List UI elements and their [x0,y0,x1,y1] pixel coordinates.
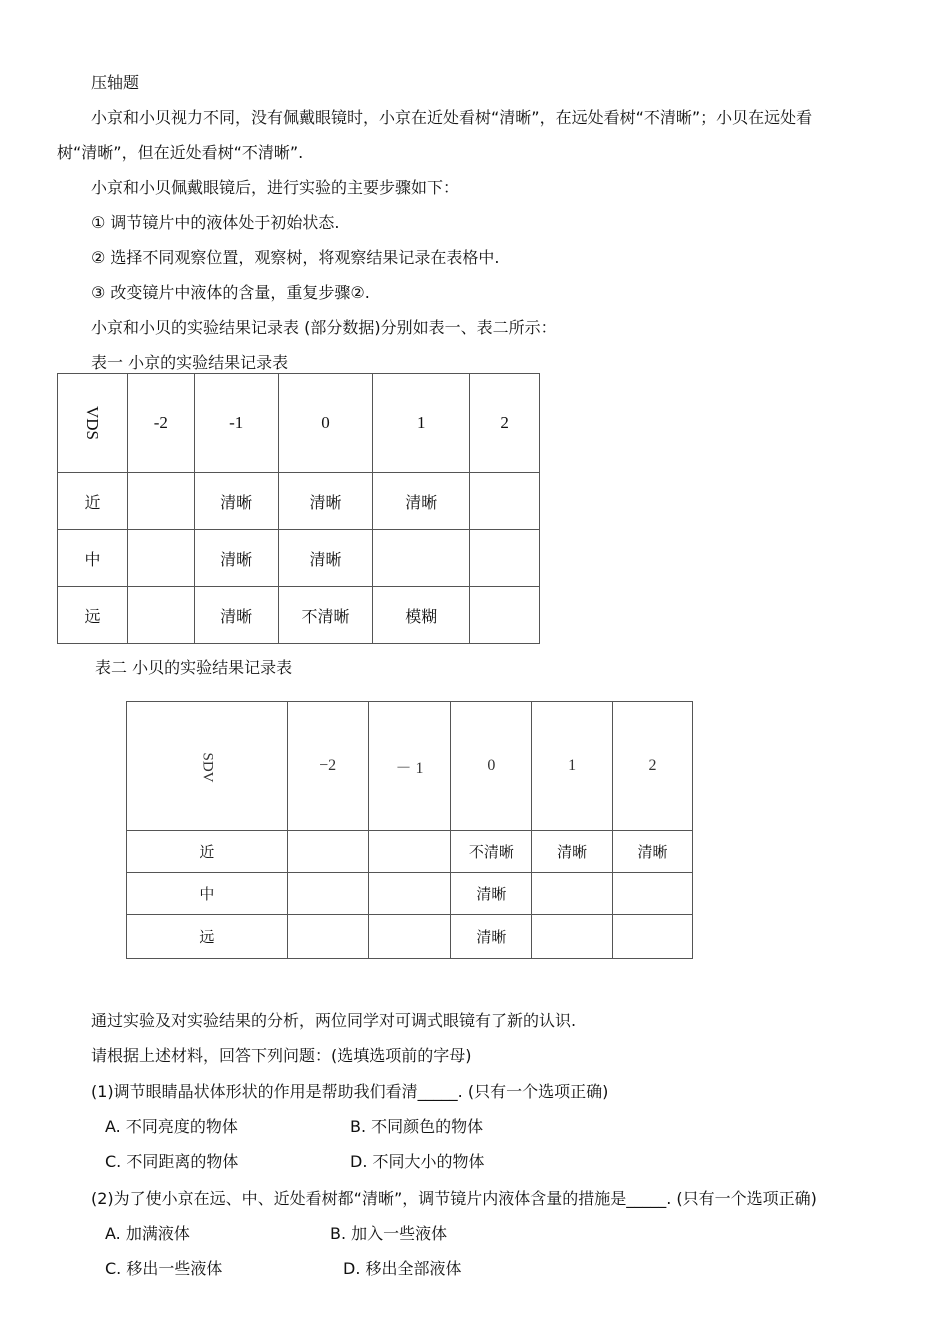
table-cell [368,831,451,873]
table-row [127,831,693,873]
table2-col: 0 [451,702,532,831]
table-cell [287,915,368,959]
table-row [127,873,693,915]
table-cell [287,873,368,915]
table1-col: 0 [278,374,373,473]
table-row [127,915,693,959]
tables-intro: 小京和小贝的实验结果记录表 (部分数据)分别如表一、表二所示： [91,318,557,337]
intro-line-1: 小京和小贝视力不同，没有佩戴眼镜时，小京在近处看树“清晰”，在远处看树“不清晰”；小贝在远处看 [91,108,813,127]
question-1-option-c: C. 不同距离的物体 [105,1152,239,1171]
table-cell [613,873,693,915]
table-cell [127,530,194,587]
steps-intro: 小京和小贝佩戴眼镜后，进行实验的主要步骤如下： [91,178,460,197]
table2-col: −2 [287,702,368,831]
table2-col: 2 [613,702,693,831]
table2-col: － 1 [368,702,451,831]
row-label: 中 [58,530,128,587]
table2-corner: SDV [127,702,288,831]
table1-col: 2 [470,374,540,473]
table2-caption: 表二 小贝的实验结果记录表 [95,658,293,677]
table-cell [287,831,368,873]
table-cell: 清晰 [451,915,532,959]
table1-col: -1 [194,374,278,473]
table2 [126,701,693,959]
question-1-option-d: D. 不同大小的物体 [350,1152,485,1171]
table-row [58,530,540,587]
row-label: 近 [127,831,288,873]
row-label: 远 [127,915,288,959]
table-cell: 清晰 [613,831,693,873]
question-2-option-a: A. 加满液体 [105,1224,190,1243]
table1-caption: 表一 小京的实验结果记录表 [91,353,289,372]
table-cell [368,915,451,959]
table-cell: 清晰 [194,530,278,587]
table-cell: 清晰 [278,473,373,530]
question-2-option-b: B. 加入一些液体 [330,1224,448,1243]
conclusion: 通过实验及对实验结果的分析，两位同学对可调式眼镜有了新的认识. [91,1011,577,1030]
table1-col: 1 [373,374,470,473]
table-row [58,587,540,644]
question-2-option-d: D. 移出全部液体 [343,1259,462,1278]
row-label: 远 [58,587,128,644]
heading: 压轴题 [91,73,140,92]
table-cell [470,530,540,587]
table-cell [613,915,693,959]
step-2: ② 选择不同观察位置，观察树，将观察结果记录在表格中. [91,248,500,267]
table-cell: 清晰 [451,873,532,915]
table-cell [470,473,540,530]
table-cell: 不清晰 [278,587,373,644]
table-cell: 不清晰 [451,831,532,873]
table-cell: 清晰 [278,530,373,587]
table-cell: 清晰 [194,587,278,644]
row-label: 近 [58,473,128,530]
table-cell: 清晰 [373,473,470,530]
question-2-option-c: C. 移出一些液体 [105,1259,223,1278]
instruction: 请根据上述材料，回答下列问题：(选填选项前的字母) [91,1046,472,1065]
question-1-option-b: B. 不同颜色的物体 [350,1117,484,1136]
table-cell: 清晰 [194,473,278,530]
question-1-stem: (1)调节眼睛晶状体形状的作用是帮助我们看清_____. (只有一个选项正确) [91,1082,609,1101]
table1-col: -2 [127,374,194,473]
table-cell [368,873,451,915]
row-label: 中 [127,873,288,915]
table-cell [470,587,540,644]
question-1-option-a: A. 不同亮度的物体 [105,1117,238,1136]
question-2-stem: (2)为了使小京在远、中、近处看树都“清晰”，调节镜片内液体含量的措施是_____. (只有一个选项正确) [91,1189,817,1208]
table-cell [373,530,470,587]
step-3: ③ 改变镜片中液体的含量，重复步骤②. [91,283,370,302]
table1-corner: VDS [58,374,128,473]
table1 [57,373,540,644]
table-row [58,473,540,530]
step-1: ① 调节镜片中的液体处于初始状态. [91,213,340,232]
table-cell [532,873,613,915]
table2-col: 1 [532,702,613,831]
table-cell [532,915,613,959]
table-cell: 清晰 [532,831,613,873]
table-cell [127,473,194,530]
table-cell [127,587,194,644]
table-cell: 模糊 [373,587,470,644]
intro-line-2: 树“清晰”，但在近处看树“不清晰”. [57,143,304,162]
